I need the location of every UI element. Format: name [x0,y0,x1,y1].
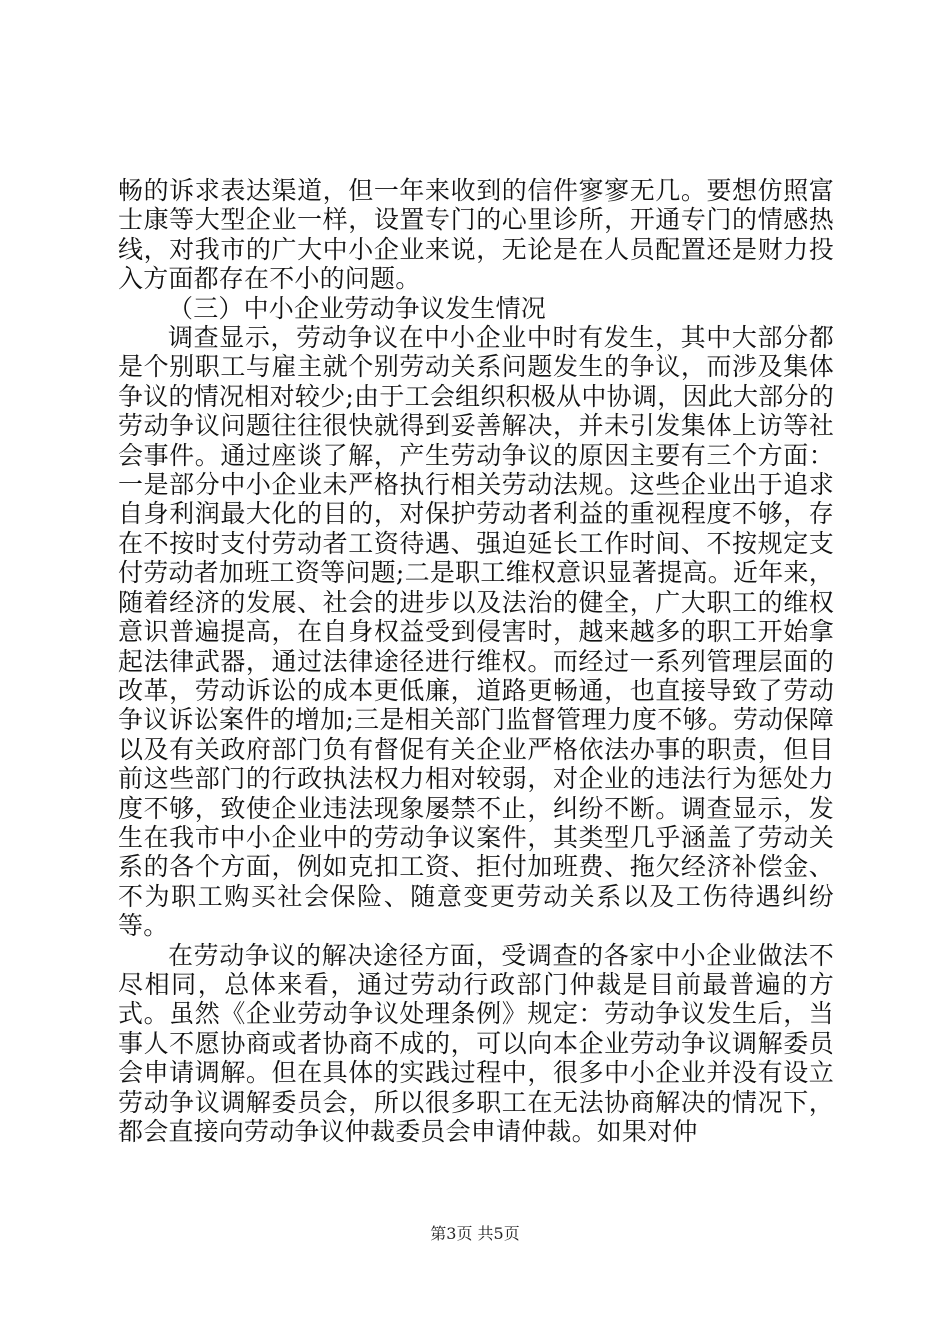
paragraph-continuation: 畅的诉求表达渠道，但一年来收到的信件寥寥无几。要想仿照富士康等大型企业一样，设置专门的心里诊所，开通专门的情感热线，对我市的广大中小企业来说，无论是在人员配置还是财力投入方面都存在不小的问题。 [118,176,834,294]
paragraph-labor-dispute-causes: 调查显示，劳动争议在中小企业中时有发生，其中大部分都是个别职工与雇主就个别劳动关系问题发生的争议，而涉及集体争议的情况相对较少;由于工会组织积极从中协调，因此大部分的劳动争议问题往往很快就得到妥善解决，并未引发集体上访等社会事件。通过座谈了解，产生劳动争议的原因主要有三个方面：一是部分中小企业未严格执行相关劳动法规。这些企业出于追求自身利润最大化的目的，对保护劳动者利益的重视程度不够，存在不按时支付劳动者工资待遇、强迫延长工作时间、不按规定支付劳动者加班工资等问题;二是职工维权意识显著提高。近年来，随着经济的发展、社会的进步以及法治的健全，广大职工的维权意识普遍提高，在自身权益受到侵害时，越来越多的职工开始拿起法律武器，通过法律途径进行维权。而经过一系列管理层面的改革，劳动诉讼的成本更低廉，道路更畅通，也直接导致了劳动争议诉讼案件的增加;三是相关部门监督管理力度不够。劳动保障以及有关政府部门负有督促有关企业严格依法办事的职责，但目前这些部门的行政执法权力相对较弱，对企业的违法行为惩处力度不够，致使企业违法现象屡禁不止，纠纷不断。调查显示，发生在我市中小企业中的劳动争议案件，其类型几乎涵盖了劳动关系的各个方面，例如克扣工资、拒付加班费、拖欠经济补偿金、不为职工购买社会保险、随意变更劳动关系以及工伤待遇纠纷等。 [118,323,834,941]
page-number: 第3页 共5页 [430,1224,520,1243]
page-footer [0,1224,950,1244]
section-heading: （三）中小企业劳动争议发生情况 [168,293,547,323]
document-body [118,176,834,1146]
paragraph-dispute-resolution: 在劳动争议的解决途径方面，受调查的各家中小企业做法不尽相同，总体来看，通过劳动行政部门仲裁是目前最普遍的方式。虽然《企业劳动争议处理条例》规定：劳动争议发生后，当事人不愿协商或者协商不成的，可以向本企业劳动争议调解委员会申请调解。但在具体的实践过程中，很多中小企业并没有设立劳动争议调解委员会，所以很多职工在无法协商解决的情况下，都会直接向劳动争议仲裁委员会申请仲裁。如果对仲 [118,940,834,1146]
